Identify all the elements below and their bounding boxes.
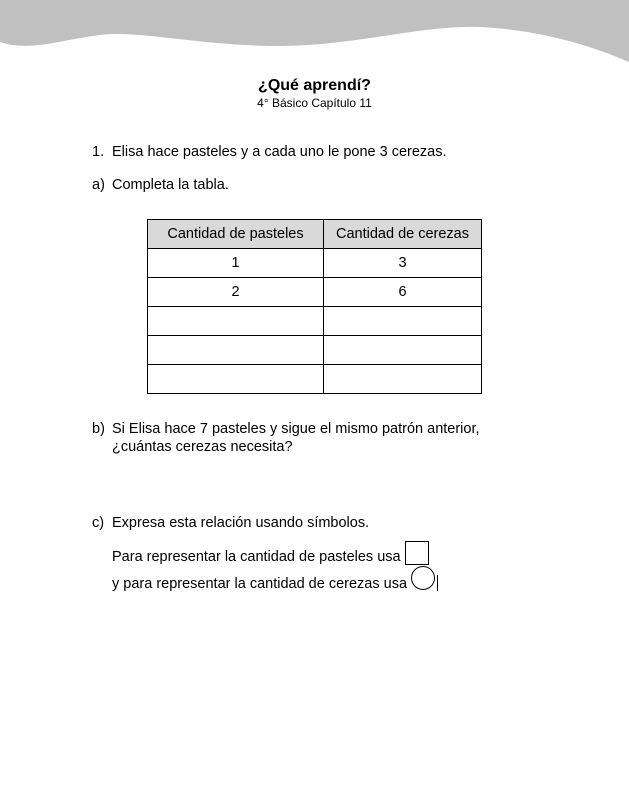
part-c-line1: Expresa esta relación usando símbolos. bbox=[112, 515, 370, 531]
part-c-line3: y para representar la cantidad de cerezas usa bbox=[112, 576, 408, 592]
table-cell-empty[interactable] bbox=[148, 307, 324, 336]
table-row bbox=[148, 249, 482, 278]
table-cell: 2 bbox=[148, 278, 324, 307]
table-cell: 1 bbox=[148, 249, 324, 278]
part-c-line3-wrap bbox=[112, 566, 438, 592]
circle-symbol-icon bbox=[411, 566, 435, 590]
table-row bbox=[148, 307, 482, 336]
table-row bbox=[148, 336, 482, 365]
part-b-line2: ¿cuántas cerezas necesita? bbox=[112, 439, 293, 455]
part-b-line1: Si Elisa hace 7 pasteles y sigue el mismo patrón anterior, bbox=[112, 421, 480, 437]
table-cell-empty[interactable] bbox=[148, 365, 324, 394]
question-text: Elisa hace pasteles y a cada uno le pone 3 cerezas. bbox=[112, 144, 447, 160]
part-b-label: b) bbox=[92, 421, 105, 437]
table-cell-empty[interactable] bbox=[324, 307, 482, 336]
table-cell-empty[interactable] bbox=[148, 336, 324, 365]
column-header: Cantidad de cerezas bbox=[324, 220, 482, 249]
table-cell-empty[interactable] bbox=[324, 336, 482, 365]
part-c-label: c) bbox=[92, 515, 105, 531]
part-a-text: Completa la tabla. bbox=[112, 177, 229, 193]
page-title: ¿Qué aprendí? bbox=[258, 77, 371, 94]
table-row bbox=[148, 278, 482, 307]
page-subtitle: 4° Básico Capítulo 11 bbox=[257, 96, 372, 110]
text-cursor bbox=[437, 575, 438, 591]
square-symbol-icon bbox=[405, 541, 429, 565]
column-header: Cantidad de pasteles bbox=[148, 220, 324, 249]
question-number: 1. bbox=[92, 144, 105, 160]
table-cell: 6 bbox=[324, 278, 482, 307]
part-c-line2-wrap bbox=[112, 541, 429, 565]
table-header-row bbox=[148, 220, 482, 249]
part-a-label: a) bbox=[92, 177, 105, 193]
header-wave-decoration bbox=[0, 0, 629, 70]
table-cell-empty[interactable] bbox=[324, 365, 482, 394]
answer-table bbox=[147, 219, 482, 394]
table-row bbox=[148, 365, 482, 394]
part-c-line2: Para representar la cantidad de pasteles usa bbox=[112, 549, 401, 565]
table-cell: 3 bbox=[324, 249, 482, 278]
